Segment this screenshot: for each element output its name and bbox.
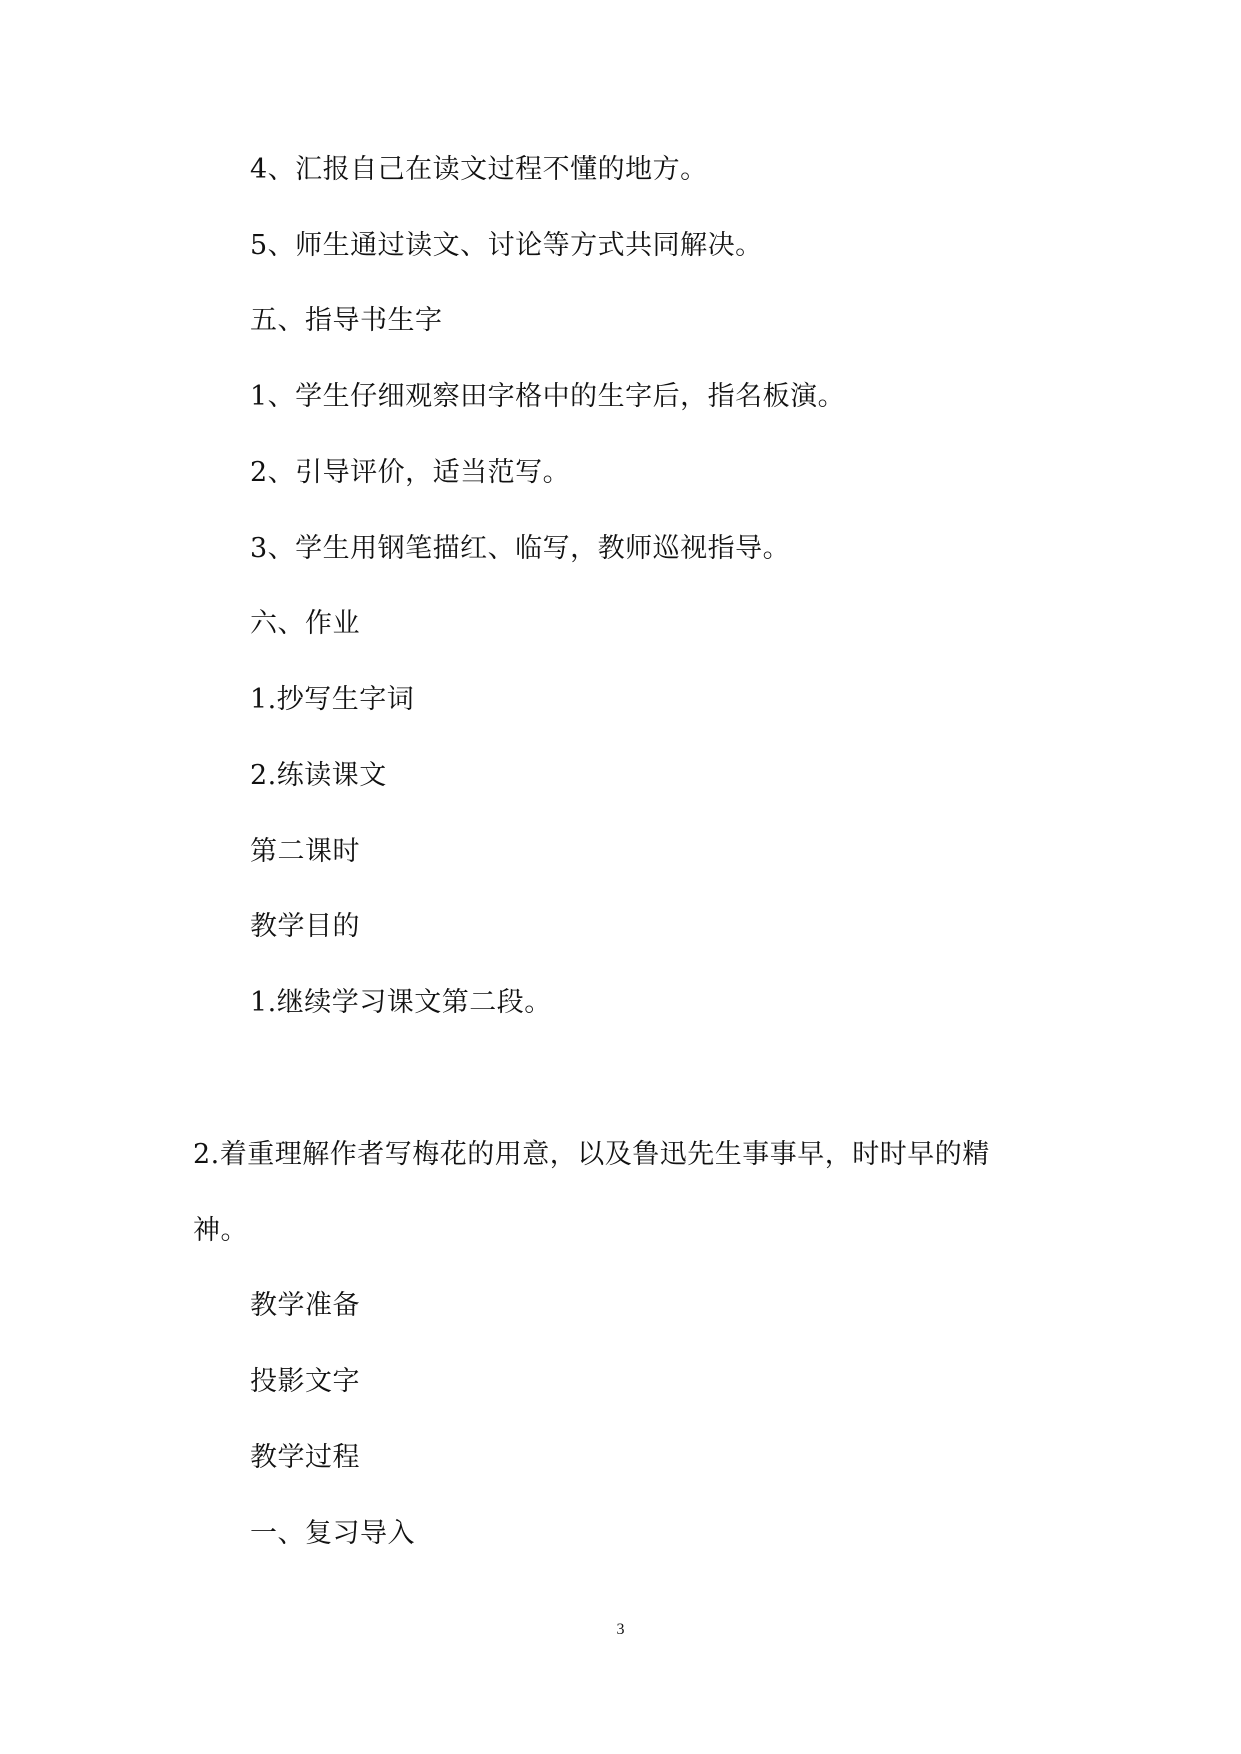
paragraph-guide-evaluation: 2、引导评价，适当范写。 (250, 457, 571, 488)
heading-second-lesson: 第二课时 (250, 836, 360, 867)
heading-teaching-preparation: 教学准备 (250, 1290, 360, 1321)
page-number: 3 (616, 1621, 625, 1638)
paragraph-pen-practice: 3、学生用钢笔描红、临写，教师巡视指导。 (250, 533, 791, 564)
goal-item-continue-study: 1.继续学习课文第二段。 (250, 987, 552, 1018)
homework-item-copy-words: 1.抄写生字词 (250, 684, 415, 715)
homework-item-read-text: 2.练读课文 (250, 760, 387, 791)
heading-homework: 六、作业 (250, 608, 360, 639)
goal-item-understand-intent-continuation: 神。 (193, 1215, 248, 1246)
paragraph-solve-together: 5、师生通过读文、讨论等方式共同解决。 (250, 230, 763, 261)
paragraph-report-questions: 4、汇报自己在读文过程不懂的地方。 (250, 154, 708, 185)
process-item-review-intro: 一、复习导入 (250, 1518, 415, 1549)
preparation-projection-text: 投影文字 (250, 1366, 360, 1397)
paragraph-observe-characters: 1、学生仔细观察田字格中的生字后，指名板演。 (250, 381, 846, 412)
heading-teaching-process: 教学过程 (250, 1442, 360, 1473)
heading-guide-characters: 五、指导书生字 (250, 305, 443, 336)
heading-teaching-goal: 教学目的 (250, 911, 360, 942)
goal-item-understand-intent: 2.着重理解作者写梅花的用意，以及鲁迅先生事事早，时时早的精 (193, 1139, 990, 1170)
